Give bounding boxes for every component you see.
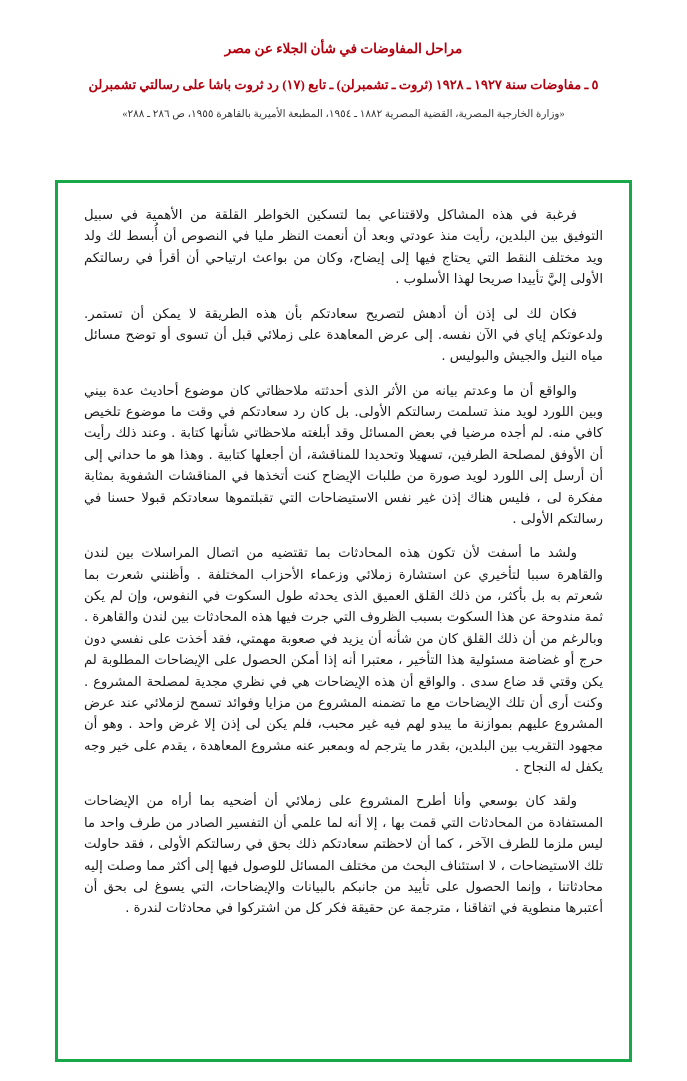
paragraph: والواقع أن ما وعدتم بيانه من الأثر الذى أحدثته ملاحظاتي كان موضوع أحاديث عدة بيني وبين اللورد لويد منذ تسلمت رسالتكم الأولى. بل كان رد سعادتكم في وقت ما موضوع تلخيص كافي منه. لم أجده مرضيا في بعض المسائل وقد أبلغته ملاحظاتي شأنها كتابة . وعند ذلك رأيت أن الأوفق لمصلحة الطرفين، تسهيلا وتحديدا للمناقشة، أن أجعلها كتابية . وهذا هو ما حداني إلى أن أرسل إلى اللورد لويد صورة من طلبات الإيضاح كنت أتخذها في المناقشات الشفوية بمثابة مفكرة لى ، فليس هناك إذن غير نفس الاستيضاحات التي تقبلتموها سعادتكم قبولا حسنا في رسالتكم الأولى . <box>84 383 603 527</box>
page-subtitle: ٥ ـ مفاوضات سنة ١٩٢٧ ـ ١٩٢٨ (ثروت ـ تشمبرلن) ـ تابع (١٧) رد ثروت باشا على رسالتي تشمبرلن <box>88 76 599 92</box>
document-body <box>58 183 629 930</box>
paragraph: فرغبة في هذه المشاكل ولاقتناعي بما لتسكين الخواطر القلقة من الأهمية في سبيل التوفيق بين البلدين، رأيت منذ عودتي وبعد أن أنعمت النظر مليا في النصوص أن أُبسط لك ولد ويد مختلف النقط التي يحتاج فيها إلى إيضاح، وكان من بواعث ارتياحي أن أقرأ في رسالتكم الأولى إليَّ تأييدا صريحا لهذا الأسلوب . <box>84 208 603 288</box>
page-title: مراحل المفاوضات في شأن الجلاء عن مصر <box>224 41 463 56</box>
paragraph: ولشد ما أسفت لأن تكون هذه المحادثات بما تقتضيه من اتصال المراسلات بين لندن والقاهرة سببا لتأخيري عن استشارة زملائي وزعماء الأحزاب المختلفة . وأظنني شعرت بما شعرتم به بل بأكثر، من ذلك القلق العميق الذى يحدثه طول السكوت في النفوس، وإن لم يكن ثمة مندوحة عن هذا السكوت بسبب الظروف التي جرت فيها هذه المحادثات بين لندن والقاهرة . وبالرغم من أن ذلك القلق كان من شأنه أن يزيد في صعوبة مهمتي، فقد أخذت على نفسي دون حرج أو غضاضة مسئولية هذا التأخير ، معتبرا أنه إذا أمكن الحصول على الإيضاحات المطلوبة لم يكن وقتي قد ضاع سدى . والواقع أن هذه الإيضاحات هي في نظري مجدية لمصلحة المشروع . وكنت أرى أن تلك الإيضاحات مع ما تضمنه المشروع من مزايا وفوائد تسمح لزملائي عند عرض المشروع عليهم بموازنة ما يبدو لهم فيه غير محبب، فلم يكن لى إذن إلا غرض واحد . وهو أن مجهود التقريب بين البلدين، بقدر ما يترجم له وبمعبر عنه مشروع المعاهدة ، يقدم على خير وجه يكفل له النجاح . <box>84 546 603 775</box>
document-page <box>0 40 687 1081</box>
page-header <box>0 40 687 123</box>
text-frame <box>55 180 632 1062</box>
paragraph: ولقد كان بوسعي وأنا أطرح المشروع على زملائي أن أضحيه بما أراه من الإيضاحات المستفادة من المحادثات التي قمت بها ، إلا أنه لما علمي أن التفسير الصادر من طرف واحد ما ليس ملزما للطرف الآخر ، كما أن لاحظتم سعادتكم ذلك بحق في رسالتكم الأولى ، فقد حاولت تلك الاستيضاحات ، لا استئناف البحث من مختلف المسائل للوصول فيها إلى أكثر مما وصلت إليه محادثاتنا ، وإنما الحصول على تأييد من جانبكم بالبيانات والإيضاحات، التي يسوغ لى بحق أن أعتبرها منطوية في اتفاقنا ، مترجمة عن حقيقة فكر كل من اشتركوا في محادثات لندرة . <box>84 794 603 917</box>
paragraph: فكان لك لى إذن أن أدهش لتصريح سعادتكم بأن هذه الطريقة لا يمكن أن تستمر. ولدعوتكم إياي في الآن نفسه. إلى عرض المعاهدة على زملائي قبل أن تسوى أو توضح مسائل مياه النيل والجيش والبوليس . <box>84 306 603 365</box>
source-citation: «وزارة الخارجية المصرية، القضية المصرية ١٨٨٢ ـ ١٩٥٤، المطبعة الأميرية بالقاهرة ١٩٥٥، ص ٢٨٦ ـ ٢٨٨» <box>122 109 565 121</box>
